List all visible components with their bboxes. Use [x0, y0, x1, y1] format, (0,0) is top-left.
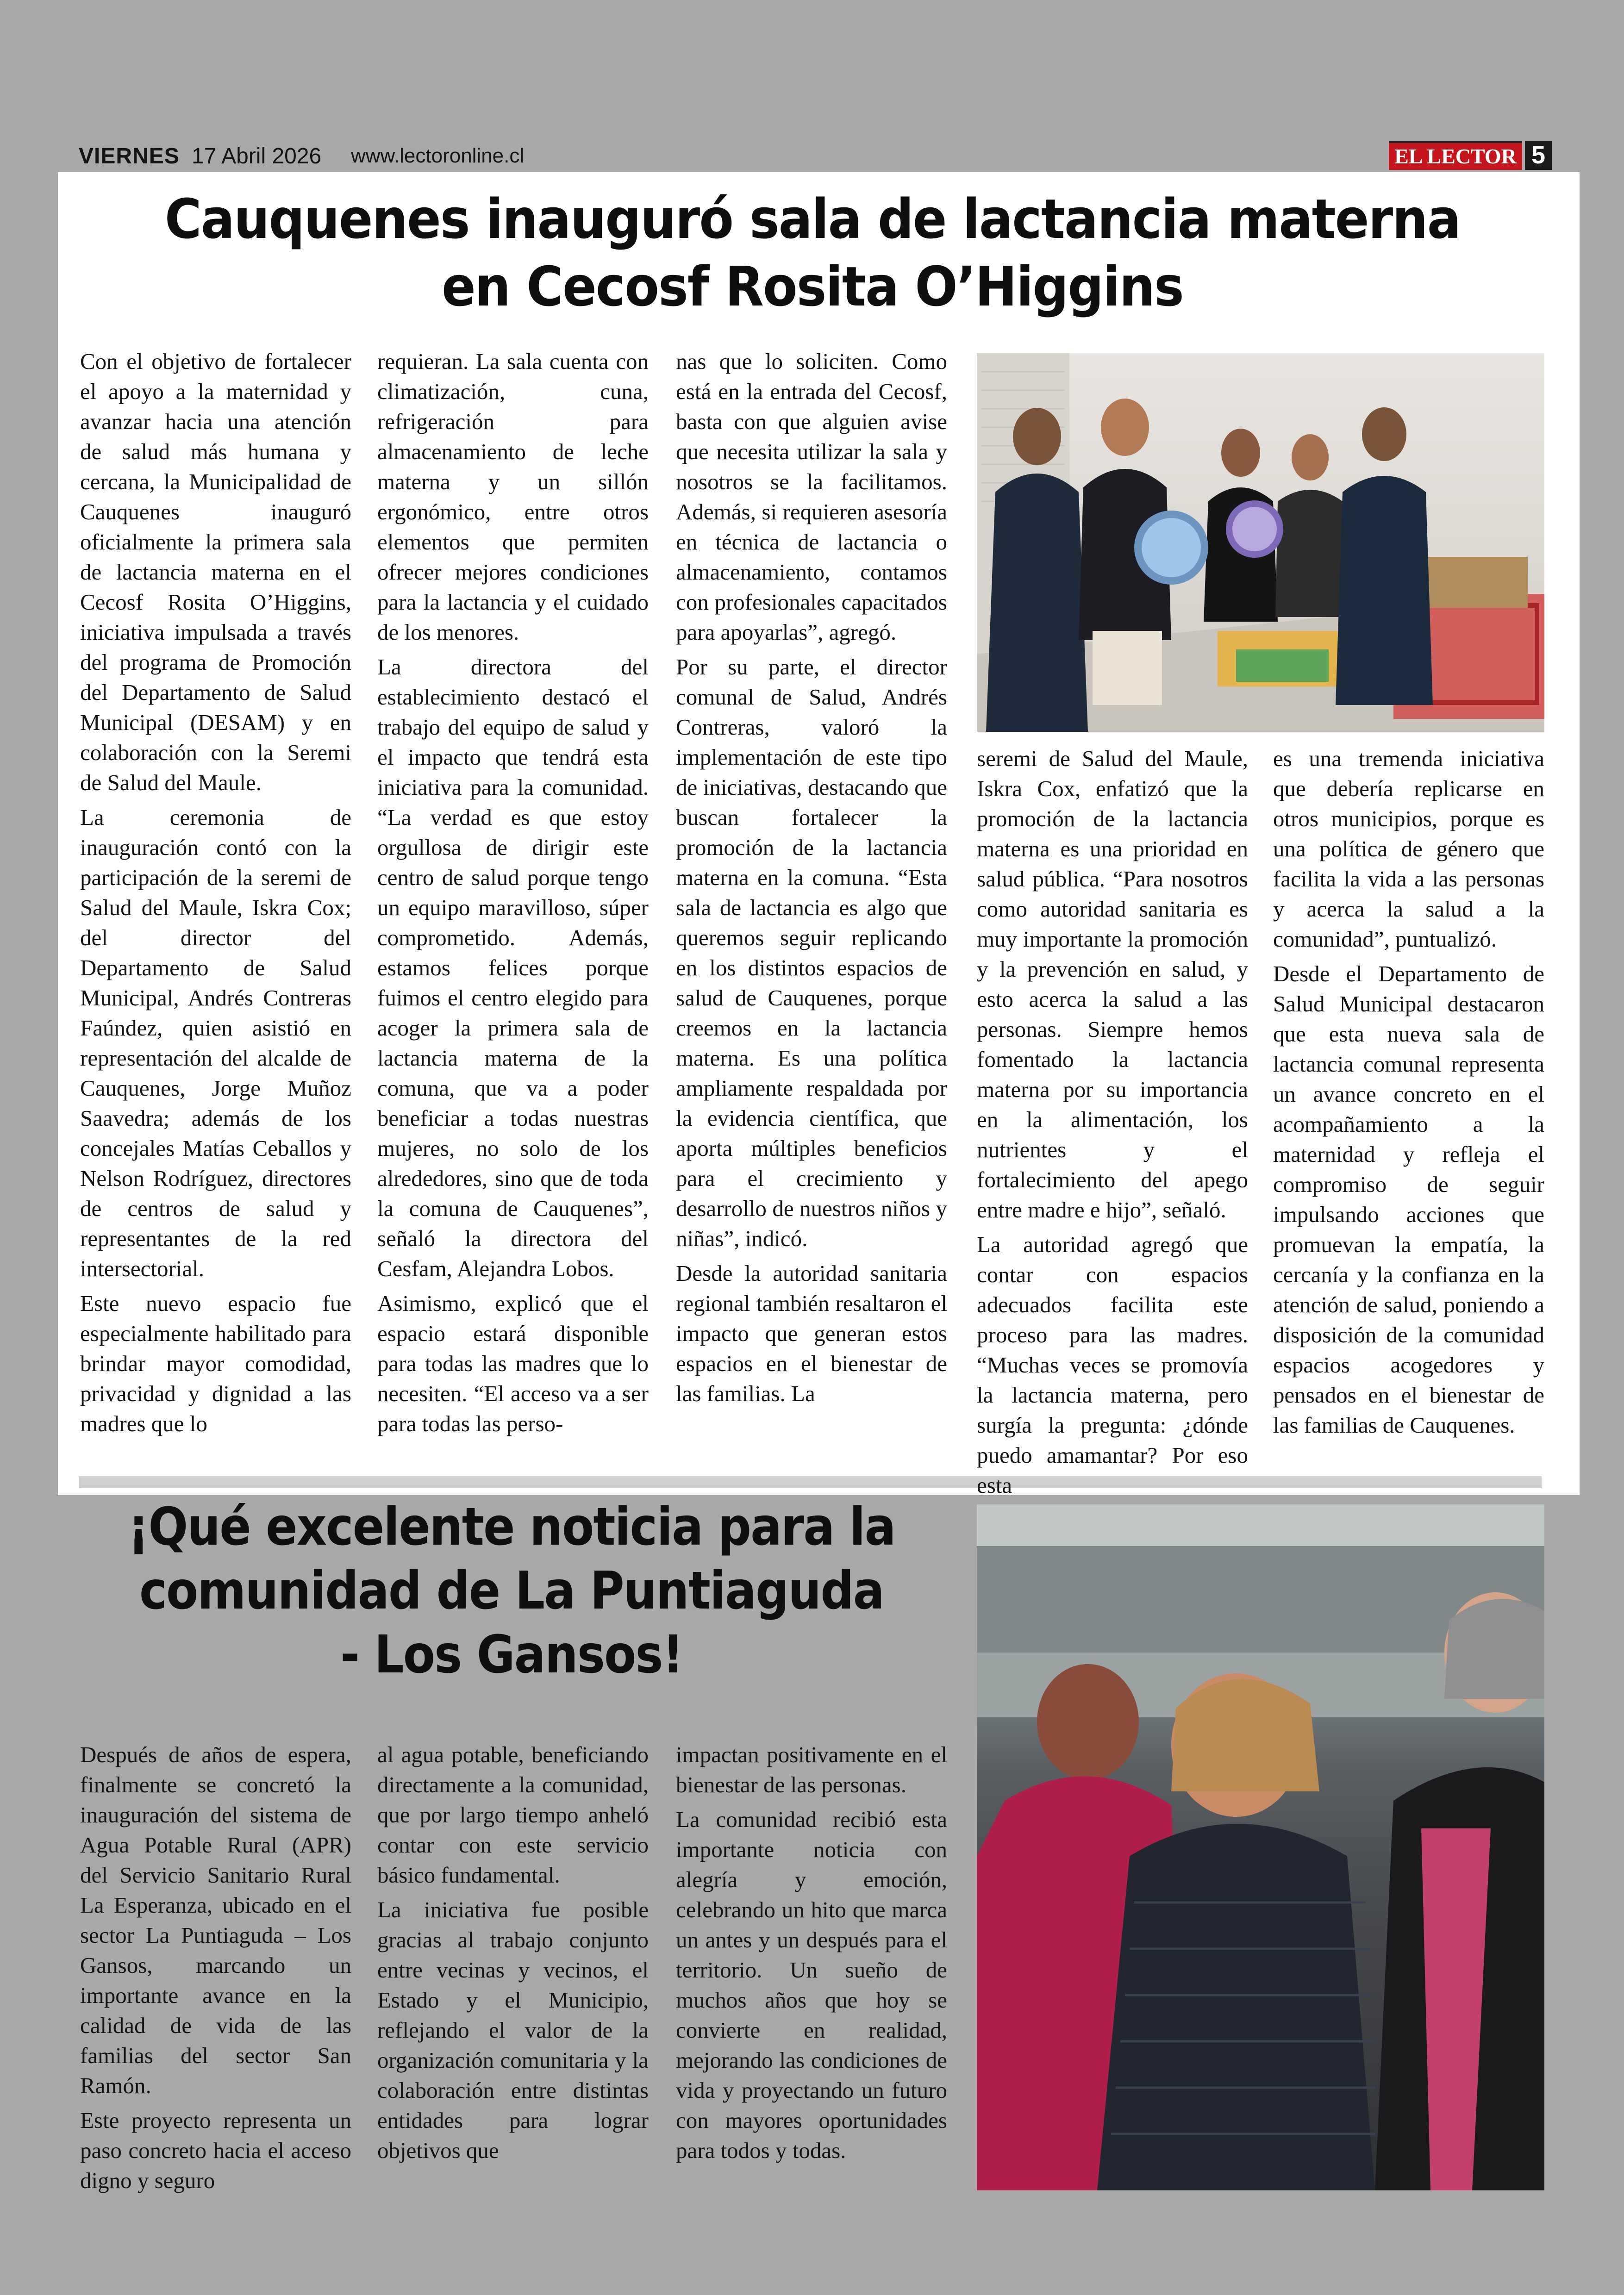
article-1-column-2	[377, 346, 649, 1443]
article-1-column-1	[80, 346, 351, 1443]
paragraph: seremi de Salud del Maule, Iskra Cox, enfatizó que la promoción de la lactancia materna es una prioridad en salud pública. “Para nosotros como autoridad sanitaria es muy importante la promoción y la prevención en salud, y esto acerca la salud a las personas. Siempre hemos fomentado la lactancia materna por su importancia en la alimentación, los nutrientes y el fortalecimiento del apego entre madre e hijo”, señaló.	[977, 746, 1248, 1222]
article-1-column-5	[1273, 743, 1544, 1445]
paragraph: Este proyecto representa un paso concreto hacia el acceso digno y seguro	[80, 2108, 351, 2193]
paragraph: impactan positivamente en el bienestar de las personas.	[676, 1742, 947, 1797]
paragraph: Después de años de espera, finalmente se concretó la inauguración del sistema de Agua Potable Rural (APR) del Servicio Sanitario Rural La Esperanza, ubicado en el sector La Puntiaguda – Los Gansos, marcando un importante avance en la calidad de vida de las familias del sector San Ramón.	[80, 1742, 351, 2098]
page-header	[79, 141, 1544, 173]
paragraph: Desde el Departamento de Salud Municipal destacaron que esta nueva sala de lactancia comunal representa un avance concreto en el acompañamiento a la maternidad y refleja el compromiso de seguir impulsando acciones que promuevan la empatía, la cercanía y la confianza en la atención de salud, poniendo a disposición de la comunidad espacios acogedores y pensados en el bienestar de las familias de Cauquenes.	[1273, 961, 1544, 1438]
inauguration-group-photo	[977, 353, 1544, 732]
paragraph: La directora del establecimiento destacó el trabajo del equipo de salud y el impacto que tendrá esta iniciativa para la comunidad. “La verdad es que estoy orgullosa de dirigir este centro de salud porque tengo un equipo maravilloso, súper comprometido. Además, estamos felices porque fuimos el centro elegido para acoger la primera sala de lactancia materna de la comuna, que va a poder beneficiar a todas nuestras mujeres, no solo de los alrededores, sino que de toda la comuna de Cauquenes”, señaló la directora del Cesfam, Alejandra Lobos.	[377, 654, 649, 1281]
paragraph: Por su parte, el director comunal de Salud, Andrés Contreras, valoró la implementación de este tipo de iniciativas, destacando que buscan fortalecer la promoción de la lactancia materna en la comuna. “Esta sala de lactancia es algo que queremos seguir replicando en los distintos espacios de salud de Cauquenes, porque creemos en la lactancia materna. Es una política ampliamente respaldada por la evidencia científica, que aporta múltiples beneficios para el crecimiento y desarrollo de nuestros niños y niñas”, indicó.	[676, 654, 947, 1251]
article-2-title: ¡Qué excelente noticia para la comunidad de La Puntiaguda - Los Gansos!	[128, 1497, 895, 1685]
page-number: 5	[1525, 141, 1552, 170]
paragraph: nas que lo soliciten. Como está en la entrada del Cecosf, basta con que alguien avise que necesita utilizar la sala y nosotros se la facilitamos. Además, si requieren asesoría en técnica de lactancia o almacenamiento, contamos con profesionales capacitados para apoyarlas”, agregó.	[676, 349, 947, 645]
section-divider	[79, 1476, 1542, 1488]
paragraph: es una tremenda iniciativa que debería replicarse en otros municipios, porque es una política de género que facilita la vida a las personas y acerca la salud a la comunidad”, puntualizó.	[1273, 746, 1544, 952]
article-1-title: Cauquenes inauguró sala de lactancia materna en Cecosf Rosita O’Higgins	[164, 187, 1461, 318]
paragraph: al agua potable, beneficiando directamente a la comunidad, que por largo tiempo anheló contar con este servicio básico fundamental.	[377, 1742, 649, 1888]
paragraph: Desde la autoridad sanitaria regional también resaltaron el impacto que generan estos espacios en el bienestar de las familias. La	[676, 1260, 947, 1406]
paragraph: La comunidad recibió esta importante noticia con alegría y emoción, celebrando un hito que marca un antes y un después para el territorio. Un sueño de muchos años que hoy se convierte en realidad, mejorando las condiciones de vida y proyectando un futuro con mayores oportunidades para todos y todas.	[676, 1807, 947, 2163]
paragraph: La autoridad agregó que contar con espacios adecuados facilita este proceso para las madres. “Muchas veces se promovía la lactancia materna, pero surgía la pregunta: ¿dónde puedo amamantar? Por eso esta	[977, 1232, 1248, 1498]
article-1-column-4	[977, 743, 1248, 1505]
community-photo	[977, 1504, 1544, 2190]
paragraph: La ceremonia de inauguración contó con la participación de la seremi de Salud del Maule, Iskra Cox; del director del Departamento de Salud Municipal, Andrés Contreras Faúndez, quien asistió en representación del alcalde de Cauquenes, Jorge Muñoz Saavedra; además de los concejales Matías Ceballos y Nelson Rodríguez, directores de centros de salud y representantes de la red intersectorial.	[80, 804, 351, 1281]
community-women-photo	[977, 1504, 1544, 2190]
paragraph: La iniciativa fue posible gracias al trabajo conjunto entre vecinas y vecinos, el Estado y el Municipio, reflejando el valor de la organización comunitaria y la colaboración entre distintas entidades para lograr objetivos que	[377, 1897, 649, 2163]
lactation-room-photo	[977, 353, 1544, 732]
article-2-column-2	[377, 1740, 649, 2170]
paragraph: Con el objetivo de fortalecer el apoyo a la maternidad y avanzar hacia una atención de salud más humana y cercana, la Municipalidad de Cauquenes inauguró oficialmente la primera sala de lactancia materna en el Cecosf Rosita O’Higgins, iniciativa impulsada a través del programa de Promoción del Departamento de Salud Municipal (DESAM) y en colaboración con la Seremi de Salud del Maule.	[80, 349, 351, 795]
newspaper-logo: EL LECTOR	[1389, 141, 1522, 170]
paragraph: Asimismo, explicó que el espacio estará disponible para todas las madres que lo necesiten. “El acceso va a ser para todas las perso-	[377, 1291, 649, 1436]
article-2-column-1	[80, 1740, 351, 2200]
article-2-column-3	[676, 1740, 947, 2170]
article-1-column-3	[676, 346, 947, 1413]
paragraph: requieran. La sala cuenta con climatización, cuna, refrigeración para almacenamiento de leche materna y un sillón ergonómico, entre otros elementos que permiten ofrecer mejores condiciones para la lactancia y el cuidado de los menores.	[377, 349, 649, 645]
issue-date: 17 Abril 2026	[192, 144, 322, 168]
website-link[interactable]: www.lectoronline.cl	[351, 144, 525, 167]
paragraph: Este nuevo espacio fue especialmente habilitado para brindar mayor comodidad, privacidad y dignidad a las madres que lo	[80, 1291, 351, 1436]
issue-day: VIERNES	[79, 144, 180, 168]
